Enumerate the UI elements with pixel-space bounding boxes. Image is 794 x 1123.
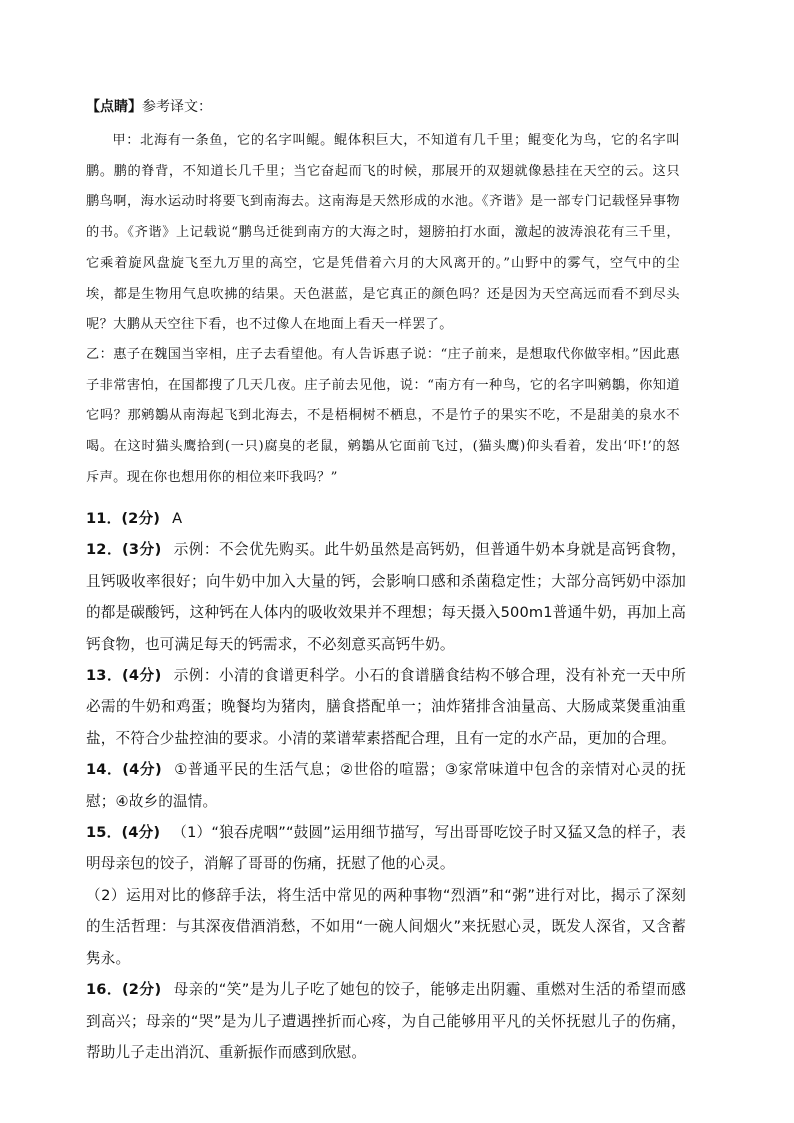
answer-text: 母亲的“笑”是为儿子吃了她包的饺子，能够走出阴霾、重燃对生活的希望而感到高兴；母亲的“哭”是为儿子遭遇挫折而心疼，为自己能够用平凡的关怀抚慰儿子的伤痛，帮助儿子走出消沉、重新振作而感到欣慰。 [86,981,686,1061]
answer-item-15-part-2 [86,880,686,974]
answer-text: 示例：不会优先购买。此牛奶虽然是高钙奶，但普通牛奶本身就是高钙食物，且钙吸收率很好；向牛奶中加入大量的钙，会影响口感和杀菌稳定性；大部分高钙奶中添加的都是碳酸钙，这种钙在人体内的吸收效果并不理想；每天摄入500m1普通牛奶，再加上高钙食物，也可满足每天的钙需求，不必刻意买高钙牛奶。 [86,541,686,653]
answer-item-15 [86,817,686,880]
answer-list [86,503,686,1068]
question-score: (3分) [122,541,162,559]
heading-tag: 【点睛】 [86,99,142,115]
question-score: (4分) [122,761,162,779]
question-number: 15． [86,824,122,842]
question-number: 12． [86,541,123,559]
answer-text: A [172,510,183,527]
answer-text: 示例：小清的食谱更科学。小石的食谱膳食结构不够合理，没有补充一天中所必需的牛奶和鸡蛋；晚餐均为猪肉，膳食搭配单一；油炸猪排含油量高、大肠咸菜煲重油重盐，不符合少盐控油的要求。小清的菜谱荤素搭配合理，且有一定的水产品，更加的合理。 [86,667,686,747]
section-heading [86,96,706,116]
answer-text: ①普通平民的生活气息；②世俗的喧嚣；③家常味道中包含的亲情对心灵的抚慰；④故乡的温情。 [86,761,686,810]
answer-item-12 [86,534,686,660]
translation-yi-paragraph: 乙：惠子在魏国当宰相，庄子去看望他。有人告诉惠子说：“庄子前来，是想取代你做宰相。”因此惠子非常害怕，在国都搜了几天几夜。庄子前去见他，说：“南方有一种鸟，它的名字叫鹓鶵，你知道它吗？那鹓鶵从南海起飞到北海去，不是梧桐树不栖息，不是竹子的果实不吃，不是甜美的泉水不喝。在这时猫头鹰拾到(一只)腐臭的老鼠，鹓鶵从它面前飞过，(猫头鹰)仰头看着，发出‘吓!’的怒斥声。现在你也想用你的相位来吓我吗？” [86,347,680,485]
answer-text: （2）运用对比的修辞手法，将生活中常见的两种事物“烈酒”和“粥”进行对比，揭示了深刻的生活哲理：与其深夜借酒消愁，不如用“一碗人间烟火”来抚慰心灵，既发人深省，又含蓄隽永。 [86,886,686,967]
question-score: (2分) [121,510,161,527]
heading-text: 参考译文： [142,99,212,115]
question-score: (4分) [122,667,162,685]
translation-jia-block [86,126,680,341]
translation-jia-paragraph: 甲：北海有一条鱼，它的名字叫鲲。鲲体积巨大，不知道有几千里；鲲变化为鸟，它的名字叫鹏。鹏的脊背，不知道长几千里；当它奋起而飞的时候，那展开的双翅就像悬挂在天空的云。这只鹏鸟啊，海水运动时将要飞到南海去。这南海是天然形成的水池。《齐谐》是一部专门记载怪异事物的书。《齐谐》上记载说“鹏鸟迁徙到南方的大海之时，翅膀拍打水面，激起的波涛浪花有三千里，它乘着旋风盘旋飞至九万里的高空，它是凭借着六月的大风离开的。”山野中的雾气，空气中的尘埃，都是生物用气息吹拂的结果。天色湛蓝，是它真正的颜色吗？还是因为天空高远而看不到尽头呢？大鹏从天空往下看，也不过像人在地面上看天一样罢了。 [86,133,680,333]
question-score: (2分) [121,981,162,999]
question-number: 11． [86,510,122,527]
question-number: 16． [86,981,122,999]
question-score: (4分) [121,824,161,842]
answer-item-13 [86,660,686,754]
answer-item-16 [86,974,686,1068]
question-number: 13． [86,667,123,685]
answer-item-14 [86,754,686,817]
translation-yi-block [86,340,680,494]
question-number: 14． [86,761,123,779]
answer-item-11 [86,503,686,534]
answer-text: （1）“狼吞虎咽”“鼓圆”运用细节描写，写出哥哥吃饺子时又猛又急的样子，表明母亲包的饺子，消解了哥哥的伤痛，抚慰了他的心灵。 [86,824,686,873]
